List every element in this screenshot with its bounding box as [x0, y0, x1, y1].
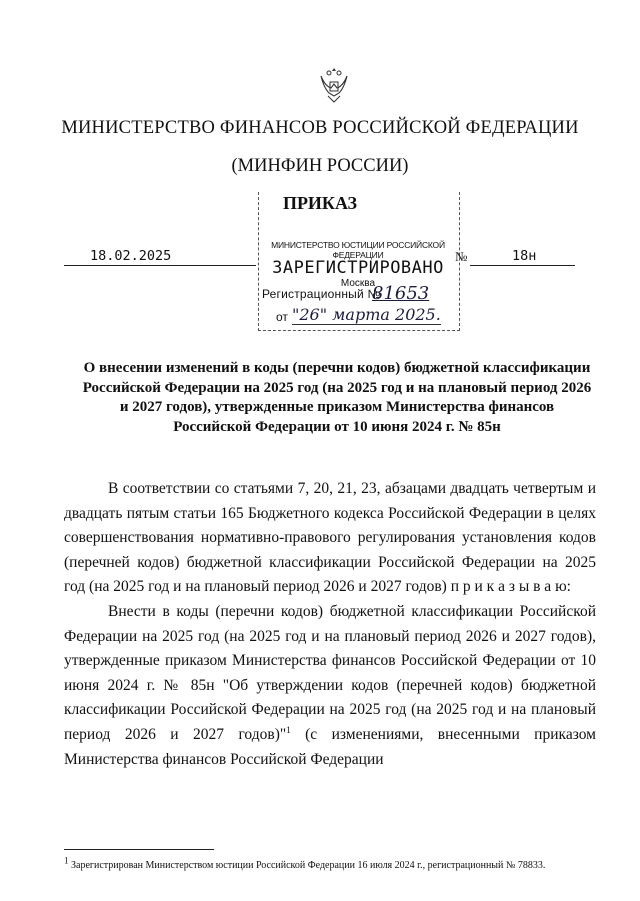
- stamp-from-label: от: [276, 310, 288, 324]
- order-number-underline: [470, 265, 575, 266]
- paragraph-2-text: Внести в коды (перечни кодов) бюджетной классификации Российской Федерации на 2025 год (на 2025 год и на плановый период 2026 и 2027 годов), утвержденные приказом Министерства финансов Российской Федерации от 10 июня 2024 г. № 85н "Об утверждении кодов (перечней кодов) бюджетной классификации Российской Федерации на 2025 год (на 2025 год и на плановый период 2026 и 2027 годов)": [64, 602, 596, 743]
- order-date-underline: [64, 265, 256, 266]
- paragraph-2: [64, 600, 596, 772]
- order-date: 18.02.2025: [90, 248, 172, 264]
- document-title: О внесении изменений в коды (перечни кодов) бюджетной классификации Российской Федерации на 2025 год (на 2025 год и на плановый период 2026 и 2027 годов), утвержденные приказом Министерства финансов Российской Федерации от 10 июня 2024 г. № 85н: [82, 360, 592, 435]
- ministry-name: МИНИСТЕРСТВО ФИНАНСОВ РОССИЙСКОЙ ФЕДЕРАЦИИ: [61, 118, 579, 138]
- paragraph-1: В соответствии со статьями 7, 20, 21, 23, абзацами двадцать четвертым и двадцать пятым статьи 165 Бюджетного кодекса Российской Федерации в целях совершенствования нормативно-правового регулирования установления кодов (перечней кодов) бюджетной классификации Российской Федерации на 2025 год (на 2025 год и на плановый период 2026 и 2027 годов) п р и к а з ы в а ю:: [64, 480, 596, 596]
- stamp-reg-number: 81653: [372, 283, 430, 304]
- footnote-divider: [64, 849, 214, 850]
- document-body: [64, 477, 596, 772]
- order-number-sign: №: [455, 249, 468, 264]
- footnote-reference: 1: [286, 724, 291, 735]
- stamp-city: Москва: [340, 278, 376, 289]
- footnote: [64, 855, 546, 871]
- stamp-reg-label: Регистрационный №: [262, 287, 381, 301]
- order-number: 18н: [512, 248, 537, 264]
- stamp-agency: МИНИСТЕРСТВО ЮСТИЦИИ РОССИЙСКОЙ ФЕДЕРАЦИИ: [271, 240, 445, 260]
- coat-of-arms-icon: [317, 64, 351, 106]
- footnote-text: Зарегистрирован Министерством юстиции Российской Федерации 16 июля 2024 г., регистрационный № 78833.: [68, 860, 546, 871]
- ministry-short-name: (МИНФИН РОССИИ): [231, 156, 409, 176]
- footnote-mark: 1: [64, 855, 69, 866]
- document-type: ПРИКАЗ: [282, 193, 358, 213]
- paragraph-2-tail: (с изменениями, внесенными приказом Министерства финансов Российской Федерации: [64, 725, 596, 768]
- stamp-reg-date: "26" марта 2025.: [292, 305, 441, 324]
- stamp-registered: ЗАРЕГИСТРИРОВАНО: [272, 258, 444, 278]
